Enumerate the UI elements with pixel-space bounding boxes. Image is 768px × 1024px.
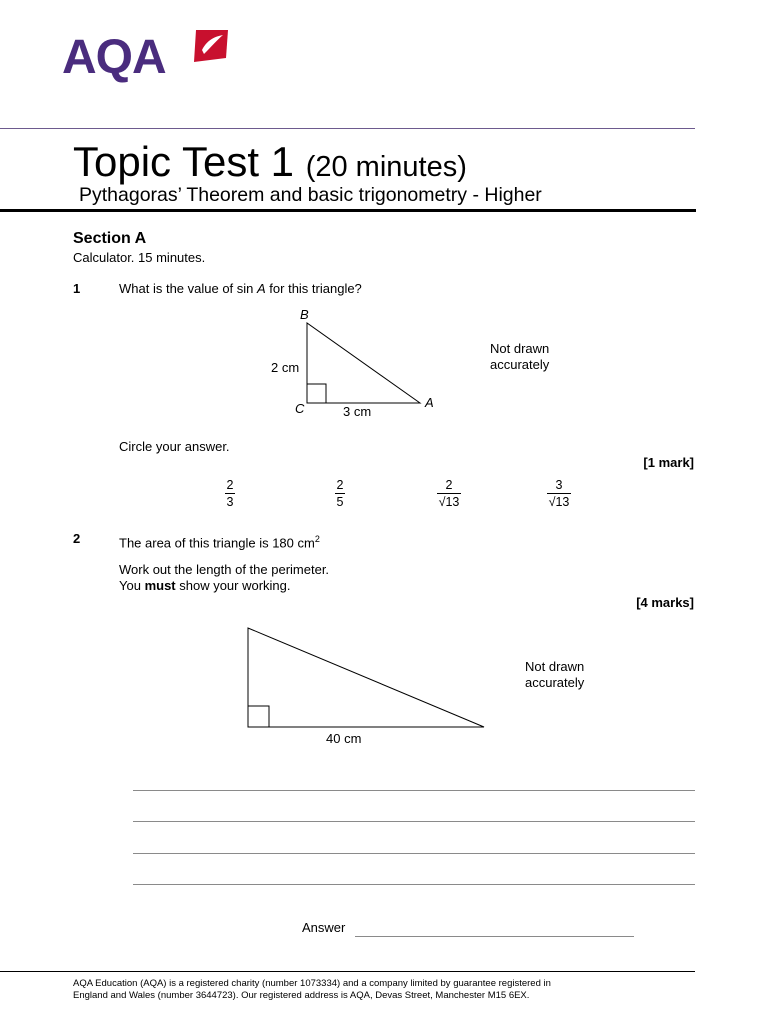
working-line-4[interactable] — [133, 884, 695, 885]
q1-option-2[interactable] — [320, 478, 360, 509]
q2-text-main: The area of this triangle is 180 cm — [119, 535, 315, 551]
q1-text-pre: What is the value of sin — [119, 281, 258, 296]
q2-triangle — [248, 628, 484, 727]
q1-not-drawn-line2: accurately — [490, 357, 550, 372]
answer-label: Answer — [302, 920, 346, 935]
q2-text-sup: 2 — [314, 534, 320, 544]
working-line-3[interactable] — [133, 853, 695, 854]
q1-label-c: C — [295, 401, 305, 416]
q1-option-2-den: 5 — [336, 495, 344, 509]
footer-divider — [0, 971, 695, 972]
title-text: Topic Test 1 — [73, 138, 295, 185]
title-divider — [0, 209, 696, 212]
q2-right-angle-marker — [248, 706, 269, 727]
q1-instruction: Circle your answer. — [119, 439, 230, 454]
working-line-1[interactable] — [133, 790, 695, 791]
q2-side-label: 40 cm — [326, 731, 362, 746]
q1-text — [119, 281, 362, 297]
answer-line[interactable] — [355, 936, 634, 937]
q1-option-2-num: 2 — [336, 478, 344, 492]
q1-option-4[interactable] — [539, 478, 579, 509]
q1-number: 1 — [73, 281, 81, 296]
header-divider — [0, 128, 695, 129]
aqa-logo-text: AQA — [62, 31, 166, 84]
footer-line-2: England and Wales (number 3644723). Our registered address is AQA, Devas Street, Manchester M15 6EX. — [73, 990, 530, 1001]
footer-line-1: AQA Education (AQA) is a registered charity (number 1073334) and a company limited by guarantee registered in — [73, 978, 551, 989]
footer — [73, 978, 568, 1002]
q1-right-angle-marker — [307, 384, 326, 403]
q1-label-b: B — [300, 307, 309, 322]
working-line-2[interactable] — [133, 821, 695, 822]
q1-option-1-num: 2 — [226, 478, 234, 492]
q1-text-var: A — [257, 281, 266, 296]
page-subtitle: Pythagoras’ Theorem and basic trigonometry - Higher — [79, 184, 542, 206]
q2-text — [119, 531, 320, 551]
q1-triangle — [307, 323, 420, 403]
q2-not-drawn-line1: Not drawn — [525, 659, 585, 674]
q2-not-drawn-line2: accurately — [525, 675, 585, 690]
q2-instruction-line2 — [119, 578, 291, 594]
q1-marks: [1 mark] — [643, 455, 694, 470]
q1-option-1-den: 3 — [226, 495, 234, 509]
q2-number: 2 — [73, 531, 81, 546]
q1-option-4-den: √13 — [548, 495, 570, 509]
q2-marks: [4 marks] — [636, 595, 694, 610]
q1-option-3[interactable] — [429, 478, 469, 509]
q2-instruction-post: show your working. — [175, 578, 291, 593]
q2-instruction-bold: must — [144, 578, 176, 593]
section-note: Calculator. 15 minutes. — [73, 250, 206, 265]
aqa-logo — [62, 28, 232, 86]
q1-label-vertical-side: 2 cm — [271, 360, 300, 375]
title-duration: (20 minutes) — [305, 151, 467, 183]
q2-triangle-diagram — [240, 620, 500, 755]
q2-instruction-line1: Work out the length of the perimeter. — [119, 562, 330, 577]
q1-option-3-num: 2 — [445, 478, 453, 492]
q2-instruction-pre: You — [119, 578, 145, 593]
q1-not-drawn-line1: Not drawn — [490, 341, 550, 356]
q1-option-4-num: 3 — [555, 478, 563, 492]
q1-label-a: A — [425, 395, 434, 410]
section-title: Section A — [73, 230, 147, 247]
q1-text-post: for this triangle? — [265, 281, 362, 296]
q1-triangle-diagram — [260, 305, 460, 425]
aqa-logo-mark-icon — [190, 28, 230, 64]
q1-label-horizontal-side: 3 cm — [343, 404, 372, 419]
q1-option-1[interactable] — [210, 478, 250, 509]
q1-option-3-den: √13 — [438, 495, 460, 509]
